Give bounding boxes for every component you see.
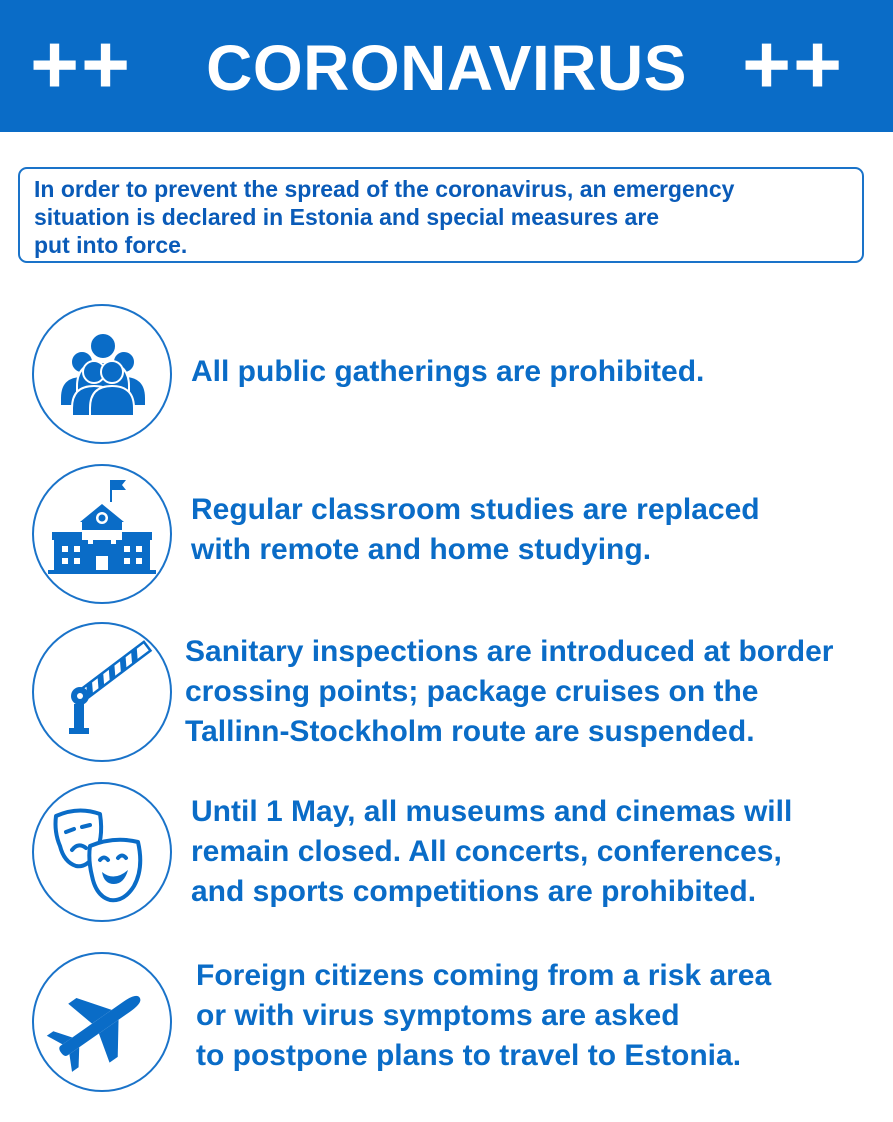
- measure-line: Until 1 May, all museums and cinemas will: [191, 795, 793, 828]
- header-banner: [0, 0, 893, 132]
- measure-line: Regular classroom studies are replaced: [191, 493, 760, 526]
- measure-text: [185, 632, 834, 752]
- measure-line: Foreign citizens coming from a risk area: [196, 959, 772, 992]
- people-group-icon: [32, 304, 172, 444]
- measure-text: [196, 956, 771, 1076]
- measure-line: crossing points; package cruises on the: [185, 675, 759, 708]
- intro-line: situation is declared in Estonia and special measures are: [34, 204, 660, 230]
- plus-right: ++: [742, 17, 845, 111]
- plus-left: ++: [30, 17, 133, 111]
- page-title: CORONAVIRUS: [206, 32, 687, 104]
- measure-line: remain closed. All concerts, conferences,: [191, 835, 782, 868]
- measure-text: [191, 490, 760, 570]
- barrier-gate-icon: [32, 622, 172, 762]
- measure-line: to postpone plans to travel to Estonia.: [196, 1039, 742, 1072]
- intro-line: put into force.: [34, 232, 188, 258]
- airplane-icon: [32, 952, 172, 1092]
- measure-text: [191, 792, 792, 912]
- measure-line: All public gatherings are prohibited.: [191, 355, 705, 388]
- theater-masks-icon: [32, 782, 172, 922]
- measure-line: and sports competitions are prohibited.: [191, 875, 757, 908]
- school-building-icon: [32, 464, 172, 604]
- intro-box: [18, 167, 864, 263]
- measure-line: Tallinn-Stockholm route are suspended.: [185, 715, 755, 748]
- measure-text: [191, 352, 704, 392]
- measure-line: with remote and home studying.: [191, 533, 652, 566]
- measure-line: Sanitary inspections are introduced at border: [185, 635, 834, 668]
- measure-line: or with virus symptoms are asked: [196, 999, 680, 1032]
- intro-line: In order to prevent the spread of the coronavirus, an emergency: [34, 176, 735, 202]
